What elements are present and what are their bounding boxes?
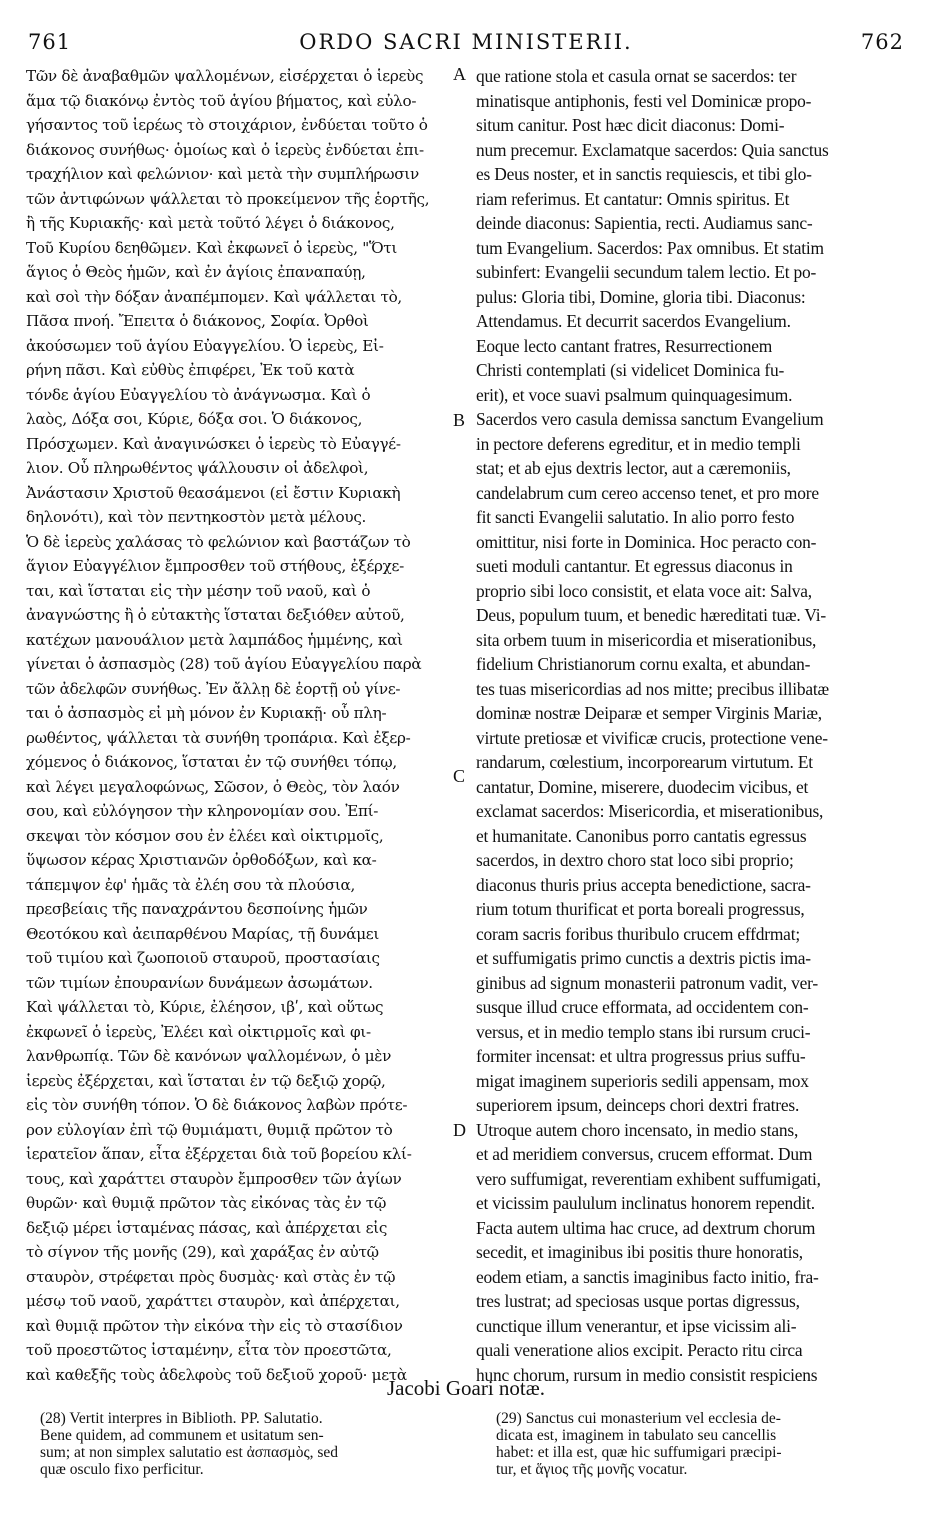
greek-text-line: ἱερατεῖον ἅπαν, εἶτα ἐξέρχεται διὰ τοῦ βορείου κλί- [26,1145,412,1163]
greek-text-line: ἀναγνώστης ἢ ὁ εὐτακτὴς ἵσταται δεξιόθεν αὐτοῦ, [26,606,405,624]
greek-text-line: Ὁ δὲ ἱερεὺς χαλάσας τὸ φελώνιον καὶ βαστάζων τὸ [26,532,411,551]
latin-text-line: quali veneratione alios excipit. Peracto ritu circa [476,1340,803,1360]
greek-text-line: δηλονότι), καὶ τὸν πεντηκοστὸν μετὰ μέλους. [26,508,367,526]
latin-text-line: sita orbem tuum in misericordia et miserationibus, [476,629,817,650]
latin-text-line: Christi contemplati (si videlicet Dominica fu- [476,360,785,380]
section-marker-a: A [453,64,466,84]
greek-text-line: τους, καὶ χαράττει σταυρὸν ἔμπροσθεν τῶν ἁγίων [26,1169,402,1188]
footnote-29 [496,1410,906,1478]
latin-text-line: minatisque antiphonis, festi vel Dominicæ propo- [476,90,812,111]
greek-text-line: κατέχων μανουάλιον μετὰ λαμπάδος ἡμμένης, καὶ [26,630,403,649]
footnote-line: (29) Sanctus cui monasterium vel ecclesia de- [496,1410,781,1427]
latin-text-line: formiter incensat: et ultra progressus prius suffu- [476,1046,806,1066]
greek-text-line: λαὸς, Δόξα σοι, Κύριε, δόξα σοι. Ὁ διάκονος, [26,410,363,428]
section-marker-c: C [453,766,466,786]
greek-text-line: τῶν τιμίων ἐπουρανίων δυνάμεων ἀσωμάτων. [26,973,373,992]
greek-text-line: ἀκούσωμεν τοῦ ἁγίου Εὐαγγελίου. Ὁ ἱερεὺς, Εἰ- [26,336,384,355]
greek-text-line: τῶν ἀδελφῶν συνήθως. Ἐν ἄλλῃ δὲ ἑορτῇ οὐ γίνε- [26,679,401,698]
greek-text-line: ρήνη πᾶσι. Καὶ εὐθὺς ἐπιφέρει, Ἐκ τοῦ κατὰ [26,361,355,379]
latin-text-line: cunctique illum venerantur, et ipse vicissim ali- [476,1315,797,1336]
latin-text-line: versus, et in medio templo stans ibi rursum cruci- [476,1021,811,1042]
latin-text-line: exclamat sacerdos: Misericordia, et miserationibus, [476,801,824,821]
greek-text-line: ἅμα τῷ διακόνῳ ἐντὸς τοῦ ἁγίου βήματος, καὶ εὐλο- [26,91,417,110]
latin-text-line: dominæ nostræ Deiparæ et semper Virginis Mariæ, [476,703,822,723]
latin-text-line: virtute pretiosæ et vivificæ crucis, protectione vene- [476,727,828,748]
latin-text-line: Attendamus. Et decurrit sacerdos Evangelium. [476,311,791,331]
latin-text-line: stat; et ab ejus dextris lector, aut a cæremoniis, [476,458,791,478]
greek-text-line: τοῦ τιμίου καὶ ζωοποιοῦ σταυροῦ, προστασίαις [26,949,380,967]
latin-text-line: sacerdos, in dextro choro stat loco sibi proprio; [476,850,794,870]
greek-text-line: λανθρωπίᾳ. Τῶν δὲ κανόνων ψαλλομένων, ὁ μὲν [26,1047,392,1065]
latin-text-line: vero suffumigat, reverentiam exhibent suffumigati, [476,1168,821,1189]
greek-text-line: λιον. Οὗ πληρωθέντος ψάλλουσιν οἱ ἀδελφοὶ, [26,459,369,477]
greek-text-line: Πᾶσα πνοή. Ἔπειτα ὁ διάκονος, Σοφία. Ὀρθοὶ [26,312,369,330]
greek-text-line: καὶ λέγει μεγαλοφώνως, Σῶσον, ὁ Θεὸς, τὸν λαόν [26,777,400,796]
footnote-line: Bene quidem, ad communem et usitatum sen- [40,1427,324,1444]
greek-text-line: ἱερεὺς ἐξέρχεται, καὶ ἵσταται ἐν τῷ δεξιῷ χορῷ, [26,1071,386,1090]
latin-text-line: omittitur, nisi forte in Dominica. Hoc peracto con- [476,531,817,552]
latin-text-line: tes tuas misericordias ad nos mitte; precibus illibatæ [476,678,829,699]
latin-text-line: Utroque autem choro incensato, in medio stans, [476,1119,799,1140]
latin-text-line: es Deus noster, et in sanctis requiescis, et tibi glo- [476,164,812,184]
latin-text-line: tres lustrat; ad speciosas usque portas digressus, [476,1291,800,1311]
greek-text-line: καὶ καθεξῆς τοὺς ἀδελφοὺς τοῦ δεξιοῦ χοροῦ· μετὰ [26,1365,407,1384]
latin-text-line: superiorem ipsum, deinceps chori dextri fratres. [476,1095,800,1115]
section-marker-b: B [453,410,466,430]
latin-text-line: et suffumigatis primo cunctis a dextris pictis ima- [476,948,811,968]
page-number-left: 761 [28,30,72,54]
latin-text-line: sueti moduli cantantur. Et egressus diaconus in [476,556,793,576]
page-header [28,30,904,58]
greek-text-line: εἰς τὸν συνήθη τόπον. Ὁ δὲ διάκονος λαβὼν πρότε- [26,1096,408,1114]
greek-text-line: μέσῳ τοῦ ναοῦ, χαράττει σταυρὸν, καὶ ἀπέρχεται, [26,1292,400,1310]
latin-text-line: fidelium Christianorum cornu exalta, et abundan- [476,654,811,674]
greek-text-line: Καὶ ψάλλεται τὸ, Κύριε, ἐλέησον, ιβʹ, καὶ οὕτως [26,998,384,1016]
greek-text-line: ἅγιον Εὐαγγέλιον ἔμπροσθεν τοῦ στήθους, ἐξέρχε- [26,557,404,575]
greek-text-line: ἢ τῆς Κυριακῆς· καὶ μετὰ τοῦτό λέγει ὁ διάκονος, [26,214,395,232]
greek-text-line: ρον εὐλογίαν ἐπὶ τῷ θυμιάματι, θυμιᾷ πρῶτον τὸ [26,1120,393,1139]
latin-text-line: secedit, et imaginibus ibi positis thure honoratis, [476,1242,803,1262]
greek-text-line: τὸ σίγνον τῆς μονῆς (29), καὶ χαράξας ἐν αὐτῷ [26,1243,379,1261]
greek-text-line: τάπεμψον ἐφ' ἡμᾶς τὰ ἐλέη σου τὰ πλούσια, [26,875,356,894]
greek-text-line: διάκονος συνήθως· ὁμοίως καὶ ὁ ἱερεὺς ἐνδύεται ἐπι- [26,140,424,159]
greek-text-line: γήσαντος τοῦ ἱερέως τὸ στοιχάριον, ἐνδύεται τοῦτο ὁ [26,116,428,134]
greek-text-line: δεξιῷ μέρει ἱσταμένας πάσας, καὶ ἀπέρχεται εἰς [26,1218,388,1237]
latin-text-line: Facta autem ultima hac cruce, ad dextrum chorum [476,1217,816,1238]
greek-text-line: ἅγιος ὁ Θεὸς ἡμῶν, καὶ ἐν ἁγίοις ἐπαναπαύῃ, [26,263,366,281]
footnote-line: tur, et ἅγιος τῆς μονῆς vocatur. [496,1461,688,1478]
latin-text-line: Sacerdos vero casula demissa sanctum Evangelium [476,409,824,429]
greek-text-line: ρωθέντος, ψάλλεται τὰ συνήθη τροπάρια. Καὶ ἐξερ- [26,728,411,747]
latin-text-line: Eoque lecto cantant fratres, Resurrectionem [476,335,773,356]
latin-text-line: et ad meridiem conversus, crucem efformat. Dum [476,1144,813,1164]
greek-text-line: γίνεται ὁ ἀσπασμὸς (28) τοῦ ἁγίου Εὐαγγελίου παρὰ [26,655,422,673]
greek-text-line: χόμενος ὁ διάκονος, ἵσταται ἐν τῷ συνήθει τόπῳ, [26,753,397,771]
greek-text-line: ται, καὶ ἵσταται εἰς τὴν μέσην τοῦ ναοῦ, καὶ ὁ [26,581,371,600]
notes-heading: Jacobi Goari notæ. [386,1376,546,1400]
running-title: ORDO SACRI MINISTERII. [299,30,633,54]
greek-text-line: καὶ σοὶ τὴν δόξαν ἀναπέμπομεν. Καὶ ψάλλεται τὸ, [26,287,402,306]
latin-text-line: subinfert: Evangelii secundum talem lectio. Et po- [476,262,817,282]
footnote-28 [40,1410,455,1478]
latin-text-line: tum Evangelium. Sacerdos: Pax omnibus. Et statim [476,237,824,258]
greek-text-line: Τῶν δὲ ἀναβαθμῶν ψαλλομένων, εἰσέρχεται ὁ ἱερεὺς [26,67,424,85]
latin-text-line: diaconus thuris prius accepta benedictione, sacra- [476,874,811,895]
greek-text-line: Ἀνάστασιν Χριστοῦ θεασάμενοι (εἰ ἔστιν Κυριακὴ [26,483,401,502]
greek-text-line: ἐκφωνεῖ ὁ ἱερεὺς, Ἐλέει καὶ οἰκτιρμοῖς καὶ φι- [26,1022,371,1041]
column-divider [464,64,465,1364]
latin-text-line: deinde diaconus: Sapientia, recti. Audiamus sanc- [476,213,813,233]
greek-text-line: σταυρὸν, στρέφεται πρὸς δυσμὰς· καὶ στὰς ἐν τῷ [26,1267,396,1286]
greek-text-line: πρεσβείαις τῆς παναχράντου δεσποίνης ἡμῶν [26,900,368,918]
latin-text-line: que ratione stola et casula ornat se sacerdos: ter [476,66,797,86]
page-number-right: 762 [860,30,904,54]
latin-text-line: erit), et voce suavi psalmum quinquagesimum. [476,384,793,405]
latin-text-line: fit sancti Evangelii salutatio. In alio porro festo [476,507,795,527]
greek-text-line: σου, καὶ εὐλόγησον τὴν κληρονομίαν σου. Ἐπί- [26,802,379,820]
latin-text-line: susque illud cruce efformata, ad occidentem con- [476,997,809,1017]
greek-text-line: τόνδε ἁγίου Εὐαγγελίου τὸ ἀνάγνωσμα. Καὶ ὁ [26,385,371,404]
section-marker-d: D [453,1120,466,1140]
greek-text-line: ὕψωσον κέρας Χριστιανῶν ὀρθοδόξων, καὶ κα- [26,851,377,869]
latin-text-line: et vicissim paululum inclinatus honorem rependit. [476,1193,815,1213]
latin-text-line: hunc chorum, rursum in medio consistit respiciens [476,1364,818,1385]
latin-text-line: rium totum thurificat et porta boreali progressus, [476,899,805,919]
latin-text-line: randarum, cœlestium, incorporearum virtutum. Et [476,752,813,772]
latin-text-line: eodem etiam, a sanctis imaginibus facto initio, fra- [476,1266,819,1287]
greek-text-line: τοῦ προεστῶτος ἱσταμένην, εἶτα τὸν προεστῶτα, [26,1341,392,1359]
footnote-line: habet: et illa est, quæ hic suffumigari præcipi- [496,1444,782,1461]
greek-text-line: καὶ θυμιᾷ πρῶτον τὴν εἰκόνα τὴν εἰς τὸ στασίδιον [26,1316,403,1335]
latin-text-line: num precemur. Exclamatque sacerdos: Quia sanctus [476,139,829,160]
greek-text-line: Θεοτόκου καὶ ἀειπαρθένου Μαρίας, τῇ δυνάμει [26,924,380,943]
greek-text-line: θυρῶν· καὶ θυμιᾷ πρῶτον τὰς εἰκόνας τὰς ἐν τῷ [26,1194,387,1212]
latin-text-line: pulus: Gloria tibi, Domine, gloria tibi. Diaconus: [476,286,806,307]
latin-text-column [476,64,904,1385]
latin-text-line: Deus, populum tuum, et benedic hæreditati tuæ. Vi- [476,605,826,625]
latin-text-line: migat imaginem superioris sedili appensam, mox [476,1070,809,1091]
footnote-line: sum; at non simplex salutatio est ἀσπασμὸς, sed [40,1444,339,1461]
latin-text-line: et humanitate. Canonibus porro cantatis egressus [476,825,807,846]
greek-text-line: σκεψαι τὸν κόσμον σου ἐν ἐλέει καὶ οἰκτιρμοῖς, [26,826,384,845]
footnote-line: quæ osculo fixo perficitur. [40,1461,204,1478]
latin-text-line: ginibus ad signum monasterii patronum vadit, ver- [476,972,818,993]
greek-text-line: τῶν ἀντιφώνων ψάλλεται τὸ προκείμενον τῆς ἑορτῆς, [26,189,430,208]
latin-text-line: situm canitur. Post hæc dicit diaconus: Domi- [476,115,785,135]
latin-text-line: candelabrum cum cereo accenso tenet, et pro more [476,482,819,503]
greek-text-line: τραχήλιον καὶ φελώνιον· καὶ μετὰ τὴν συμπλήρωσιν [26,165,419,183]
greek-text-line: Πρόσχωμεν. Καὶ ἀναγινώσκει ὁ ἱερεὺς τὸ Εὐαγγέ- [26,434,401,453]
latin-text-line: proprio sibi loco consistit, et elata voce ait: Salva, [476,580,812,601]
latin-text-line: coram sacris foribus thuribulo crucem effdrmat; [476,923,800,944]
latin-text-line: riam referimus. Et cantatur: Omnis spiritus. Et [476,188,790,209]
footnote-line: (28) Vertit interpres in Biblioth. PP. Salutatio. [40,1410,323,1427]
footnote-line: dicata est, imaginem in tabulato seu cancellis [496,1427,777,1444]
greek-text-column [26,64,452,1384]
greek-text-line: ται ὁ ἀσπασμὸς εἰ μὴ μόνον ἐν Κυριακῇ· οὗ πλη- [26,704,387,722]
greek-text-line: Τοῦ Κυρίου δεηθῶμεν. Καὶ ἐκφωνεῖ ὁ ἱερεὺς, "Ὅτι [26,238,398,257]
latin-text-line: cantatur, Domine, miserere, duodecim vicibus, et [476,776,809,797]
latin-text-line: in pectore deferens egreditur, et in medio templi [476,433,801,454]
